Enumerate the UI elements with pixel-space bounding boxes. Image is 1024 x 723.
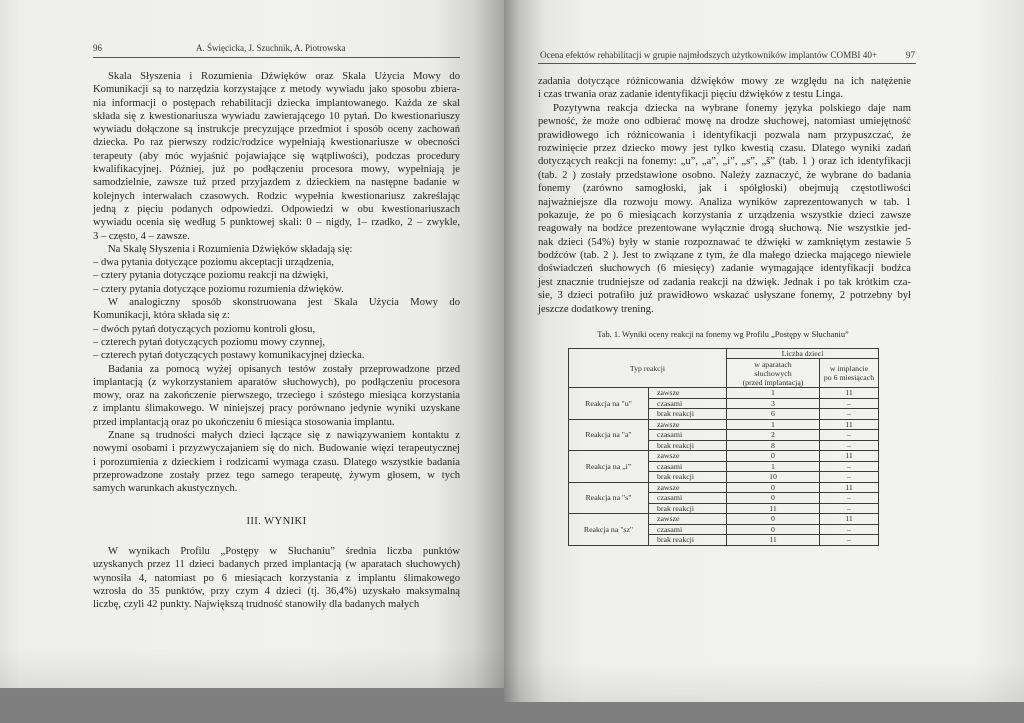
line-text: – dwóch pytań dotyczących poziomu kontroli głosu, xyxy=(93,323,316,335)
response-type: brak reakcji xyxy=(649,440,727,451)
line-text: fonemy (zarówno samogłoski, jak i spółgłoski) obejmują częstotliwości xyxy=(538,183,911,195)
line-text: jeszcze dodatkowy trening. xyxy=(538,303,654,315)
line-text: pewność, że może ono odbierać mowę na drodze słuchowej, natomiast umiejętność xyxy=(538,116,911,128)
running-head-title: Ocena efektów rehabilitacji w grupie najmłodszych użytkowników implantów COMBI 40+ xyxy=(540,50,878,60)
text-line xyxy=(538,303,911,316)
header-line: słuchowych xyxy=(754,368,792,378)
count-before-implant: 1 xyxy=(727,419,820,430)
line-text: samych warunkach akustycznych. xyxy=(93,483,238,495)
text-line xyxy=(538,102,911,115)
line-text: terapeuty (aby móc wyjaśnić pojawiające się wątpliwości), podczas procedury xyxy=(93,150,460,162)
count-before-implant: 11 xyxy=(727,503,820,514)
line-text: dziecka. Po raz pierwszy rodzic/rodzice wypełniają kwestionariusze w obecności xyxy=(93,137,460,149)
bullet-list xyxy=(93,323,460,363)
table-row xyxy=(569,451,879,462)
paragraph xyxy=(93,545,460,611)
paragraph xyxy=(538,75,911,102)
text-line xyxy=(538,155,911,168)
line-text: (tab. 2 ) zostały przedstawione osobno. Należy zaznaczyć, że wybrane do badania xyxy=(538,169,911,181)
line-text: jest znacznie trudniejsze od zadania reakcji na dźwięk. Jednak i po tak krótkim cza- xyxy=(538,276,911,288)
response-type: czasami xyxy=(649,524,727,535)
text-line xyxy=(93,309,460,322)
text-line xyxy=(538,129,911,142)
text-line xyxy=(93,323,460,336)
text-line xyxy=(93,469,460,482)
line-text: – czterech pytań dotyczących poziomu mowy czynnej, xyxy=(93,336,326,348)
count-before-implant: 0 xyxy=(727,524,820,535)
line-text: kolejnych interwałach czasowych. Rodzic wypełnia kwestionariusz zakreślając xyxy=(93,190,460,202)
response-type: brak reakcji xyxy=(649,472,727,483)
text-line xyxy=(538,88,911,101)
count-after-6-months: 11 xyxy=(820,419,879,430)
count-before-implant: 1 xyxy=(727,461,820,472)
line-text: Komunikacji są to narzędzia korzystające z metody wywiadu jako sposobu zbiera- xyxy=(93,84,460,96)
paragraph xyxy=(93,429,460,495)
text-line xyxy=(93,349,460,362)
text-line xyxy=(538,169,911,182)
line-text: doświadczeń słuchowych (6 miesięcy) zadanie wymagające identyfikacji bodźca xyxy=(538,263,911,275)
row-label: Reakcja na "s" xyxy=(569,482,649,514)
count-after-6-months: – xyxy=(820,440,879,451)
line-text: 3 – często, 4 – zawsze. xyxy=(93,230,190,242)
text-line xyxy=(93,376,460,389)
text-line xyxy=(538,249,911,262)
text-line xyxy=(93,216,460,229)
table-row xyxy=(569,419,879,430)
response-type: czasami xyxy=(649,430,727,441)
response-type: zawsze xyxy=(649,514,727,525)
line-text: prawidłowego ich różnicowania i identyfikacji pozwala nam przypuszczać, że xyxy=(538,129,911,141)
text-line xyxy=(538,75,911,88)
text-line xyxy=(93,402,460,415)
count-after-6-months: – xyxy=(820,409,879,420)
line-text: wywiadu dołączone są instrukcje precyzujące przedmiot i sposób oceny zachowań xyxy=(93,124,460,136)
row-label: Reakcja na „i” xyxy=(569,451,649,483)
text-line xyxy=(93,572,460,585)
header-rule xyxy=(93,57,460,58)
response-type: czasami xyxy=(649,461,727,472)
text-line xyxy=(93,110,460,123)
line-text: przed implantacją oraz po ukończeniu 6 miesiąca stosowania implantu. xyxy=(93,416,395,428)
page-number: 96 xyxy=(93,43,102,53)
response-type: brak reakcji xyxy=(649,409,727,420)
text-line xyxy=(93,389,460,402)
line-text: pokazuje, że po 6 miesiącach korzystania z urządzenia wszystkie dzieci zawsze xyxy=(538,209,911,221)
body-text xyxy=(538,75,911,316)
count-after-6-months: 11 xyxy=(820,514,879,525)
text-line xyxy=(93,585,460,598)
text-line xyxy=(93,442,460,455)
count-after-6-months: 11 xyxy=(820,451,879,462)
row-label: Reakcja na "u" xyxy=(569,388,649,420)
count-after-6-months: – xyxy=(820,524,879,535)
text-line xyxy=(93,70,460,83)
count-after-6-months: – xyxy=(820,472,879,483)
count-after-6-months: – xyxy=(820,398,879,409)
text-line xyxy=(93,256,460,269)
section-heading: III. WYNIKI xyxy=(246,516,307,527)
text-line xyxy=(538,222,911,235)
count-after-6-months: – xyxy=(820,461,879,472)
line-text: – dwa pytania dotyczące poziomu akceptacji urządzenia, xyxy=(93,257,334,269)
header-line: w implancie xyxy=(829,364,869,373)
running-head xyxy=(93,42,460,55)
table-row xyxy=(569,388,879,399)
line-text: uzyskanych przez 11 dzieci badanych przed implantacją (w aparatach słuchowych) xyxy=(93,559,460,571)
text-line xyxy=(93,416,460,429)
text-line xyxy=(93,136,460,149)
response-type: brak reakcji xyxy=(649,535,727,546)
count-after-6-months: – xyxy=(820,503,879,514)
bullet-list xyxy=(93,256,460,296)
count-after-6-months: – xyxy=(820,535,879,546)
text-line xyxy=(538,276,911,289)
line-text: reagowały na bodźce prezentowane wyłącznie drogą słuchową. Nie wszystkie jed- xyxy=(538,223,911,235)
response-type: zawsze xyxy=(649,388,727,399)
right-page xyxy=(504,0,1024,702)
table-body xyxy=(569,388,879,546)
line-text: wzrosła do 35 punktów, przy czym 4 dzieci (tj. 36,4%) uzyskało maksymalną xyxy=(93,585,460,597)
line-text: i porozumienia z dzieckiem i rodzicami wymaga czasu. Dlatego wszystkie badania xyxy=(93,456,460,468)
running-head xyxy=(540,49,915,62)
text-line xyxy=(93,456,460,469)
line-text: Badania za pomocą wyżej opisanych testów zostały przeprowadzone przed xyxy=(108,363,460,375)
text-line xyxy=(538,182,911,195)
response-type: brak reakcji xyxy=(649,503,727,514)
text-line xyxy=(93,243,460,256)
text-line xyxy=(93,482,460,495)
count-before-implant: 0 xyxy=(727,514,820,525)
table-header-row xyxy=(569,349,879,359)
line-text: Skala Słyszenia i Rozumienia Dźwięków oraz Skala Użycia Mowy do xyxy=(108,71,460,82)
count-before-implant: 1 xyxy=(727,388,820,399)
text-line xyxy=(93,545,460,558)
text-line xyxy=(538,289,911,302)
text-line xyxy=(93,190,460,203)
response-type: zawsze xyxy=(649,482,727,493)
response-type: zawsze xyxy=(649,451,727,462)
line-text: z implantu ślimakowego. W niniejszej pracy porównano jedynie wyniki uzyskane xyxy=(93,403,460,415)
text-line xyxy=(93,176,460,189)
text-line xyxy=(93,363,460,376)
count-before-implant: 0 xyxy=(727,451,820,462)
response-type: zawsze xyxy=(649,419,727,430)
line-text: W wynikach Profilu „Postępy w Słuchaniu” średnia liczba punktów xyxy=(108,546,460,557)
line-text: Komunikacji, która składa się z: xyxy=(93,310,230,322)
count-after-6-months: 11 xyxy=(820,482,879,493)
text-line xyxy=(93,598,460,611)
paragraph xyxy=(93,70,460,243)
line-text: implantacją (z wykorzystaniem aparatów słuchowych), po podłączeniu procesora xyxy=(93,376,460,388)
count-after-6-months: – xyxy=(820,493,879,504)
line-text: liczbę, czyli 42 punkty. Największą trudność stanowiły dla badanych małych xyxy=(93,599,420,611)
line-text: przeprowadzone zostały przez tego samego terapeutę, żywym głosem, w tych xyxy=(93,469,460,481)
line-text: najważniejsze dla rozwoju mowy. Analiza wyników zaprezentowanych w tab. 1 xyxy=(538,196,911,208)
header-line: (przed implantacją) xyxy=(742,377,804,387)
response-type: czasami xyxy=(649,398,727,409)
header-number-of-children: Liczba dzieci xyxy=(727,349,879,359)
count-before-implant: 0 xyxy=(727,482,820,493)
text-line xyxy=(93,203,460,216)
paragraph xyxy=(93,296,460,323)
count-before-implant: 8 xyxy=(727,440,820,451)
header-hearing-aids xyxy=(727,359,820,388)
count-after-6-months: – xyxy=(820,430,879,441)
header-implant xyxy=(820,359,879,388)
line-text: mowy, oraz na zakończenie pierwszego, trzeciego i szóstego miesiąca korzystania xyxy=(93,390,460,402)
left-page xyxy=(0,0,504,688)
text-line xyxy=(93,336,460,349)
line-text: Znane są trudności małych dzieci łączące się z nawiązywaniem kontaktu z xyxy=(108,430,460,442)
text-line xyxy=(93,97,460,110)
text-line xyxy=(538,142,911,155)
count-before-implant: 10 xyxy=(727,472,820,483)
text-line xyxy=(93,150,460,163)
line-text: nowymi osobami i przyzwyczajaniem się do nich. Budowanie więzi terapeutycznej xyxy=(93,443,460,455)
body-text xyxy=(93,545,460,611)
line-text: nia informacji o postępach rehabilitacji dziecka implantowanego. Każda ze skal xyxy=(93,97,460,109)
text-line xyxy=(93,230,460,243)
body-text xyxy=(93,70,460,496)
count-before-implant: 6 xyxy=(727,409,820,420)
line-text: dotyczących reakcji na fonemy: „u”, „a”, „i”, „s”, „š” (tab. 1 ) oraz ich identyfikacji xyxy=(538,156,911,168)
count-before-implant: 2 xyxy=(727,430,820,441)
paragraph xyxy=(538,102,911,316)
text-line xyxy=(93,283,460,296)
response-type: czasami xyxy=(649,493,727,504)
running-head-authors: A. Święcicka, J. Szuchnik, A. Piotrowska xyxy=(196,43,346,53)
count-before-implant: 0 xyxy=(727,493,820,504)
line-text: W analogiczny sposób skonstruowana jest Skala Użycia Mowy do xyxy=(108,297,460,309)
line-text: składa się z kwestionariusza wywiadu zawierającego 10 pytań. Do kwestionariuszy xyxy=(93,110,460,122)
line-text: wywiadu ocenia się według 5 punktowej skali: 0 – nigdy, 1– rzadko, 2 – zwykle, xyxy=(93,217,460,229)
line-text: Na Skalę Słyszenia i Rozumienia Dźwięków składają się: xyxy=(108,243,353,255)
paragraph xyxy=(93,363,460,429)
header-line: w aparatach xyxy=(754,359,792,369)
line-text: – cztery pytania dotyczące poziomu reakcji na dźwięki, xyxy=(93,270,329,282)
line-text: sie, 3 dzieci potrafiło już prawidłowo wskazać usłyszane fonemy, 2 potrzebny był xyxy=(538,290,911,302)
text-line xyxy=(93,163,460,176)
header-reaction-type: Typ reakcji xyxy=(569,349,727,388)
count-before-implant: 11 xyxy=(727,535,820,546)
header-rule xyxy=(538,63,916,64)
line-text: Pozytywna reakcja dziecka na wybrane fonemy języka polskiego daje nam xyxy=(553,102,911,114)
count-after-6-months: 11 xyxy=(820,388,879,399)
table-row xyxy=(569,482,879,493)
line-text: jedną z pięciu podanych odpowiedzi. Odpowiedzi w obu kwestionariuszach xyxy=(93,203,460,215)
line-text: – cztery pytania dotyczące poziomu rozumienia dźwięków. xyxy=(93,283,344,295)
text-line xyxy=(93,429,460,442)
row-label: Reakcja na "sz" xyxy=(569,514,649,546)
table-row xyxy=(569,514,879,525)
line-text: bodźców (tab. 2 ). Jest to związane z tym, że dla małego dziecka mającego niewiele xyxy=(538,250,911,262)
text-line xyxy=(538,209,911,222)
line-text: nak dzieci (54%) były w stanie rozpoznawać te dźwięki w zamkniętym zestawie 5 xyxy=(538,236,911,248)
text-line xyxy=(93,269,460,282)
line-text: – czterech pytań dotyczących postawy komunikacyjnej dziecka. xyxy=(93,350,365,362)
text-line xyxy=(93,558,460,571)
text-line xyxy=(93,296,460,309)
text-line xyxy=(538,236,911,249)
table-caption: Tab. 1. Wyniki oceny reakcji na fonemy wg Profilu „Postępy w Słuchaniu” xyxy=(597,330,849,339)
text-line xyxy=(538,196,911,209)
count-before-implant: 3 xyxy=(727,398,820,409)
text-line xyxy=(93,123,460,136)
paragraph xyxy=(93,243,460,256)
text-line xyxy=(538,262,911,275)
header-line: po 6 miesiącach xyxy=(823,373,875,382)
page-number: 97 xyxy=(905,50,915,60)
text-line xyxy=(538,115,911,128)
line-text: zadania dotyczące różnicowania dźwięków mowy ze względu na ich natężenie xyxy=(538,76,911,87)
text-line xyxy=(93,83,460,96)
line-text: kwalifikacyjnej. Później, już po podłączeniu procesora mowy, wypełniają je xyxy=(93,164,460,176)
row-label: Reakcja na "a" xyxy=(569,419,649,451)
line-text: samodzielnie, zawsze tuż przed przyjazdem z dzieckiem na następne badanie w xyxy=(93,177,460,189)
results-table xyxy=(568,348,879,546)
line-text: wynosiła 4, natomiast po 6 miesiącach korzystania z implantu ślimakowego xyxy=(93,572,460,584)
line-text: i czas trwania oraz zadanie identyfikacji pięciu dźwięków z testu Linga. xyxy=(538,89,844,101)
line-text: rozwinięcie przez dziecko mowy jest tylko kwestią czasu. Dlatego wyniki zadań xyxy=(538,142,911,154)
